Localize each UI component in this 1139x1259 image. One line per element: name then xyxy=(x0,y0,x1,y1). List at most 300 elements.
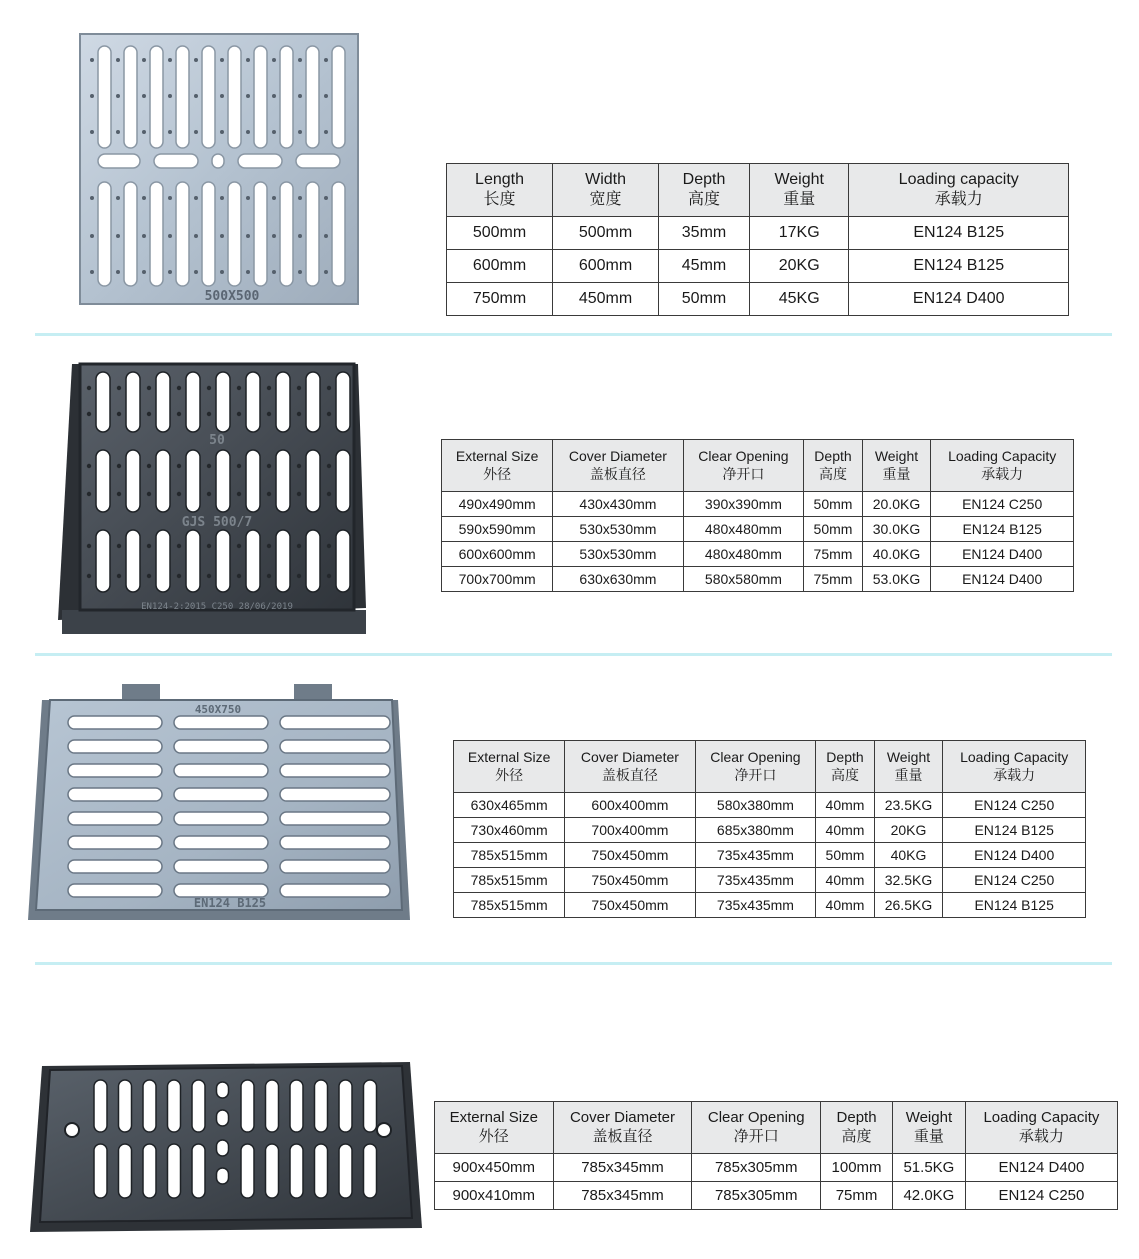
cell: 51.5KG xyxy=(892,1154,965,1182)
grating-rivet xyxy=(90,234,94,238)
grating-slot xyxy=(238,154,282,168)
grating-rivet xyxy=(87,492,91,496)
grating-slot xyxy=(364,1144,377,1198)
grating-slot xyxy=(202,46,215,148)
grating-rivet xyxy=(90,196,94,200)
grating-rivet xyxy=(298,58,302,62)
grating-rivet xyxy=(116,94,120,98)
grating-rivet xyxy=(327,574,331,578)
grating-slot xyxy=(176,182,189,286)
cell: 630x630mm xyxy=(553,567,683,592)
grating-rivet xyxy=(327,412,331,416)
grating-rivet xyxy=(298,270,302,274)
grating-slot xyxy=(290,1080,303,1132)
grating-rivet xyxy=(246,270,250,274)
grating-rivet xyxy=(246,234,250,238)
marking-top-text: 450X750 xyxy=(194,703,242,716)
header-weight: Weight 重量 xyxy=(874,741,943,793)
grating-rivet xyxy=(194,234,198,238)
grating-slot xyxy=(143,1080,156,1132)
grating-slot xyxy=(202,182,215,286)
cell: 35mm xyxy=(659,217,750,250)
header-weight: Weight 重量 xyxy=(892,1102,965,1154)
grating-slot xyxy=(276,530,290,592)
cell: 785x515mm xyxy=(454,893,565,918)
grating-rivet xyxy=(117,412,121,416)
cell: 580x580mm xyxy=(683,567,804,592)
grating-rivet xyxy=(207,574,211,578)
grating-slot xyxy=(276,372,290,432)
grating-slot xyxy=(186,372,200,432)
grating-slot xyxy=(332,182,345,286)
cell: 20KG xyxy=(749,250,849,283)
grating-rivet xyxy=(87,544,91,548)
cell: 32.5KG xyxy=(874,868,943,893)
grating-rivet xyxy=(220,94,224,98)
grating-rivet xyxy=(147,574,151,578)
grating-rivet xyxy=(142,58,146,62)
table-row xyxy=(442,567,1074,592)
grating-rivet xyxy=(297,544,301,548)
header-depth: Depth 高度 xyxy=(821,1102,893,1154)
header-external-size: External Size 外径 xyxy=(442,440,553,492)
cell: 40mm xyxy=(816,893,874,918)
grating-rivet xyxy=(116,196,120,200)
grating-rivet xyxy=(237,412,241,416)
grating-slot xyxy=(306,372,320,432)
header-weight: Weight 重量 xyxy=(749,164,849,217)
cell: 480x480mm xyxy=(683,542,804,567)
marking-mid-text: GJS 500/7 xyxy=(181,515,253,530)
grating-slot xyxy=(156,372,170,432)
header-length: Length 长度 xyxy=(447,164,553,217)
cell: 75mm xyxy=(804,542,862,567)
grating-slot xyxy=(174,716,268,729)
header-clear-opening: Clear Opening 净开口 xyxy=(695,741,816,793)
grating-rivet xyxy=(116,58,120,62)
grating-rivet xyxy=(168,130,172,134)
grating-rivet xyxy=(297,464,301,468)
grating-rivet xyxy=(168,196,172,200)
cell: 40.0KG xyxy=(862,542,931,567)
cell: EN124 C250 xyxy=(943,793,1086,818)
grating-slot xyxy=(254,46,267,148)
grating-slot xyxy=(306,182,319,286)
grating-slot xyxy=(216,530,230,592)
grating-slot xyxy=(217,1110,229,1126)
cell: 750mm xyxy=(447,283,553,316)
cell: 700x700mm xyxy=(442,567,553,592)
grating-slot xyxy=(266,1144,279,1198)
grating-slot xyxy=(68,860,162,873)
cell: 900x410mm xyxy=(435,1182,554,1210)
cell: 40mm xyxy=(816,793,874,818)
table-row xyxy=(454,893,1086,918)
grating-slot xyxy=(154,154,198,168)
grating-slot xyxy=(364,1080,377,1132)
cell: 50mm xyxy=(816,843,874,868)
grating-slot xyxy=(68,740,162,753)
grating-rivet xyxy=(267,544,271,548)
cell: 40mm xyxy=(816,868,874,893)
grating-slot xyxy=(339,1080,352,1132)
cell: 17KG xyxy=(749,217,849,250)
cell: 50mm xyxy=(804,492,862,517)
cell: 40mm xyxy=(816,818,874,843)
grating-rivet xyxy=(220,130,224,134)
grating-slot xyxy=(216,372,230,432)
grating-rivet xyxy=(194,196,198,200)
grating-rivet xyxy=(142,94,146,98)
grating-slot xyxy=(98,182,111,286)
header-loading-capacity: Loading capacity 承载力 xyxy=(849,164,1069,217)
marking-text: 500X500 xyxy=(204,289,260,304)
grating-slot xyxy=(315,1080,328,1132)
grating-slot xyxy=(94,1144,107,1198)
cell: 75mm xyxy=(804,567,862,592)
marking-top-text: 50 xyxy=(209,433,225,448)
rectangular-hinged-grating-image xyxy=(26,682,414,930)
grating-rivet xyxy=(194,270,198,274)
grating-slot xyxy=(280,46,293,148)
grating-rivet xyxy=(297,492,301,496)
cell: 450mm xyxy=(553,283,659,316)
grating-slot xyxy=(186,530,200,592)
marking-bottom-text: EN124 B125 xyxy=(193,896,267,910)
grating-rivet xyxy=(220,196,224,200)
grating-slot xyxy=(280,836,390,849)
grating-slot xyxy=(150,46,163,148)
table-row xyxy=(454,868,1086,893)
grating-slot xyxy=(217,1082,229,1098)
table-row xyxy=(435,1154,1118,1182)
grating-slot xyxy=(280,740,390,753)
grating-slot xyxy=(68,836,162,849)
grating-rivet xyxy=(116,130,120,134)
grating-slot xyxy=(336,530,350,592)
header-clear-opening: Clear Opening 净开口 xyxy=(683,440,804,492)
grating-slot xyxy=(290,1144,303,1198)
cell: 500mm xyxy=(447,217,553,250)
grating-rivet xyxy=(87,386,91,390)
header-width: Width 宽度 xyxy=(553,164,659,217)
grating-rivet xyxy=(117,464,121,468)
cell: EN124 B125 xyxy=(931,517,1074,542)
grating-slot xyxy=(254,182,267,286)
grating-slot xyxy=(176,46,189,148)
grating-slot xyxy=(280,884,390,897)
grating-slot xyxy=(280,716,390,729)
grating-rivet xyxy=(207,464,211,468)
grating-rivet xyxy=(272,234,276,238)
section-divider xyxy=(35,962,1112,965)
cell: 75mm xyxy=(821,1182,893,1210)
grating-slot xyxy=(315,1144,328,1198)
table-row xyxy=(442,492,1074,517)
grating-rivet xyxy=(267,492,271,496)
section-divider xyxy=(35,333,1112,336)
header-depth: Depth 高度 xyxy=(659,164,750,217)
grating-rivet xyxy=(324,196,328,200)
grating-slot xyxy=(306,46,319,148)
grating-rivet xyxy=(246,58,250,62)
grating-slot xyxy=(68,884,162,897)
grating-rivet xyxy=(207,412,211,416)
grating-slot xyxy=(192,1080,205,1132)
table-row xyxy=(442,517,1074,542)
grating-rivet xyxy=(267,574,271,578)
grating-rivet xyxy=(237,464,241,468)
grating-slot xyxy=(339,1144,352,1198)
grating-rivet xyxy=(327,492,331,496)
grating-rivet xyxy=(324,94,328,98)
grating-rivet xyxy=(220,270,224,274)
cell: 750x450mm xyxy=(565,843,695,868)
grating-rivet xyxy=(87,574,91,578)
grating-slot xyxy=(336,450,350,512)
grating-slot xyxy=(228,182,241,286)
grating-rivet xyxy=(117,492,121,496)
grating-rivet xyxy=(272,270,276,274)
cell: EN124 C250 xyxy=(943,868,1086,893)
spec-table-3 xyxy=(453,740,1086,918)
header-external-size: External Size 外径 xyxy=(435,1102,554,1154)
grating-rivet xyxy=(327,386,331,390)
header-weight: Weight 重量 xyxy=(862,440,931,492)
grating-slot xyxy=(280,788,390,801)
grating-rivet xyxy=(177,386,181,390)
grating-slot xyxy=(276,450,290,512)
grating-rivet xyxy=(297,574,301,578)
header-cover-diameter: Cover Diameter 盖板直径 xyxy=(553,440,683,492)
grating-slot xyxy=(217,1168,229,1184)
cell: EN124 B125 xyxy=(849,250,1069,283)
grating-slot xyxy=(150,182,163,286)
grating-rivet xyxy=(267,412,271,416)
grating-rivet xyxy=(220,234,224,238)
grating-rivet xyxy=(90,270,94,274)
grating-slot xyxy=(94,1080,107,1132)
grating-rivet xyxy=(246,130,250,134)
cell: 785x515mm xyxy=(454,843,565,868)
cell: 580x380mm xyxy=(695,793,816,818)
cell: 750x450mm xyxy=(565,893,695,918)
cell: 700x400mm xyxy=(565,818,695,843)
grating-slot xyxy=(246,372,260,432)
spec-table-4 xyxy=(434,1101,1118,1210)
grating-slot xyxy=(336,372,350,432)
cell: 785x305mm xyxy=(692,1154,821,1182)
grating-slot xyxy=(192,1144,205,1198)
cell: EN124 D400 xyxy=(849,283,1069,316)
grating-slot xyxy=(98,46,111,148)
grating-slot xyxy=(280,182,293,286)
grating-rivet xyxy=(90,130,94,134)
cell: EN124 D400 xyxy=(943,843,1086,868)
cell: 785x345mm xyxy=(553,1154,692,1182)
grating-rivet xyxy=(298,196,302,200)
grating-slot xyxy=(241,1080,254,1132)
grating-slot xyxy=(306,450,320,512)
grating-rivet xyxy=(207,386,211,390)
grating-rivet xyxy=(142,234,146,238)
section-divider xyxy=(35,653,1112,656)
grating-slot xyxy=(68,764,162,777)
cell: 735x435mm xyxy=(695,893,816,918)
table-row xyxy=(447,217,1069,250)
grating-rivet xyxy=(298,234,302,238)
grating-slot xyxy=(174,812,268,825)
grating-rivet xyxy=(90,58,94,62)
grating-rivet xyxy=(90,94,94,98)
grating-slot xyxy=(174,764,268,777)
cell: 630x465mm xyxy=(454,793,565,818)
header-cover-diameter: Cover Diameter 盖板直径 xyxy=(553,1102,692,1154)
cell: 785x515mm xyxy=(454,868,565,893)
cell: 785x345mm xyxy=(553,1182,692,1210)
grating-rivet xyxy=(267,386,271,390)
grating-slot xyxy=(168,1144,181,1198)
grating-slot xyxy=(126,530,140,592)
header-loading-capacity: Loading Capacity 承载力 xyxy=(931,440,1074,492)
grating-rivet xyxy=(324,270,328,274)
grating-slot xyxy=(96,530,110,592)
grating-rivet xyxy=(297,386,301,390)
grating-rivet xyxy=(147,464,151,468)
grating-rivet xyxy=(168,234,172,238)
grating-slot xyxy=(266,1080,279,1132)
table-row xyxy=(435,1182,1118,1210)
header-clear-opening: Clear Opening 净开口 xyxy=(692,1102,821,1154)
table-row xyxy=(454,843,1086,868)
grating-rivet xyxy=(116,234,120,238)
grating-slot xyxy=(168,1080,181,1132)
grating-slot xyxy=(217,1140,229,1156)
grating-rivet xyxy=(194,130,198,134)
grating-rivet xyxy=(237,492,241,496)
grating-slot xyxy=(124,46,137,148)
cell: 490x490mm xyxy=(442,492,553,517)
cell: 430x430mm xyxy=(553,492,683,517)
cell: 23.5KG xyxy=(874,793,943,818)
grating-slot xyxy=(68,716,162,729)
grating-rivet xyxy=(87,464,91,468)
grating-rivet xyxy=(272,58,276,62)
grating-rivet xyxy=(117,386,121,390)
cell: 590x590mm xyxy=(442,517,553,542)
grating-slot xyxy=(296,154,340,168)
cell: 600mm xyxy=(447,250,553,283)
grating-slot xyxy=(119,1144,132,1198)
grating-slot xyxy=(68,788,162,801)
grating-rivet xyxy=(177,412,181,416)
table-row xyxy=(442,542,1074,567)
grating-slot xyxy=(246,530,260,592)
grating-rivet xyxy=(177,464,181,468)
grating-slot xyxy=(68,812,162,825)
grating-rivet xyxy=(220,58,224,62)
cell: EN124 C250 xyxy=(965,1182,1117,1210)
grating-slot xyxy=(174,836,268,849)
table-row xyxy=(447,283,1069,316)
grating-rivet xyxy=(147,492,151,496)
grating-slot xyxy=(186,450,200,512)
grating-slot xyxy=(212,154,224,168)
header-cover-diameter: Cover Diameter 盖板直径 xyxy=(565,741,695,793)
cell: 20KG xyxy=(874,818,943,843)
grating-rivet xyxy=(246,196,250,200)
grating-rivet xyxy=(168,58,172,62)
grating-rivet xyxy=(324,234,328,238)
grating-rivet xyxy=(207,492,211,496)
grating-slot xyxy=(156,450,170,512)
grating-slot xyxy=(280,860,390,873)
grating-rivet xyxy=(194,58,198,62)
cell: 750x450mm xyxy=(565,868,695,893)
framed-square-grating-image xyxy=(52,358,372,642)
cell: 685x380mm xyxy=(695,818,816,843)
grating-rivet xyxy=(177,544,181,548)
cell: 45mm xyxy=(659,250,750,283)
grating-slot xyxy=(96,372,110,432)
table-row xyxy=(447,250,1069,283)
grating-slot xyxy=(332,46,345,148)
cell: 600x400mm xyxy=(565,793,695,818)
grating-slot xyxy=(280,812,390,825)
grating-slot xyxy=(174,740,268,753)
header-loading-capacity: Loading Capacity 承载力 xyxy=(965,1102,1117,1154)
grating-rivet xyxy=(246,94,250,98)
grating-slot xyxy=(241,1144,254,1198)
grating-rivet xyxy=(168,270,172,274)
cell: 42.0KG xyxy=(892,1182,965,1210)
spec-table-1 xyxy=(446,163,1069,316)
header-depth: Depth 高度 xyxy=(816,741,874,793)
grating-rivet xyxy=(147,386,151,390)
cell: 45KG xyxy=(749,283,849,316)
cell: EN124 D400 xyxy=(931,542,1074,567)
grating-rivet xyxy=(297,412,301,416)
grating-rivet xyxy=(324,130,328,134)
grating-slot xyxy=(126,450,140,512)
grating-rivet xyxy=(298,94,302,98)
grating-slot xyxy=(246,450,260,512)
cell: 480x480mm xyxy=(683,517,804,542)
grating-rivet xyxy=(272,130,276,134)
cell: 500mm xyxy=(553,217,659,250)
grating-slot xyxy=(280,764,390,777)
grating-rivet xyxy=(142,270,146,274)
grating-rivet xyxy=(207,544,211,548)
cell: 53.0KG xyxy=(862,567,931,592)
grating-slot xyxy=(119,1080,132,1132)
grating-slot xyxy=(174,860,268,873)
cell: 600mm xyxy=(553,250,659,283)
square-grating-image xyxy=(78,32,360,306)
grating-slot xyxy=(228,46,241,148)
grating-slot xyxy=(216,450,230,512)
grating-rivet xyxy=(237,386,241,390)
grating-rivet xyxy=(327,464,331,468)
spec-table-2 xyxy=(441,439,1074,592)
cell: 730x460mm xyxy=(454,818,565,843)
table-row xyxy=(454,818,1086,843)
header-loading-capacity: Loading Capacity 承载力 xyxy=(943,741,1086,793)
cell: 20.0KG xyxy=(862,492,931,517)
grating-rivet xyxy=(177,492,181,496)
header-external-size: External Size 外径 xyxy=(454,741,565,793)
cell: 900x450mm xyxy=(435,1154,554,1182)
